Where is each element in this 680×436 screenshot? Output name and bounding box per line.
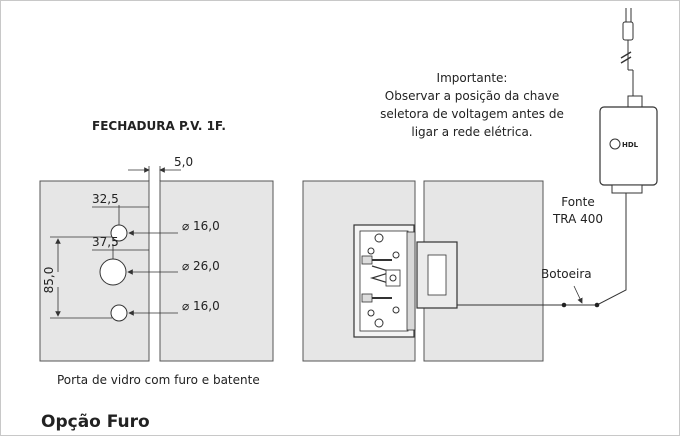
power-cable bbox=[621, 8, 633, 96]
offset-mid-dimension: 37,5 bbox=[92, 235, 119, 249]
drawing-caption: Porta de vidro com furo e batente bbox=[57, 373, 260, 387]
power-supply bbox=[600, 96, 657, 193]
botoeira-leader bbox=[574, 286, 582, 303]
note-line-2: Observar a posição da chave bbox=[384, 89, 560, 103]
hole-mid bbox=[100, 259, 126, 285]
height-dimension: 85,0 bbox=[42, 266, 56, 294]
botoeira-label: Botoeira bbox=[541, 267, 592, 281]
hole-bottom-dimension: ⌀ 16,0 bbox=[182, 299, 220, 313]
hole-bottom bbox=[111, 305, 127, 321]
note-line-1: Importante: bbox=[436, 71, 508, 85]
hole-top-dimension: ⌀ 16,0 bbox=[182, 219, 220, 233]
brand-logo-icon bbox=[610, 139, 620, 149]
wire-node-1 bbox=[562, 303, 567, 308]
fonte-label-2: TRA 400 bbox=[552, 212, 604, 226]
plug-icon bbox=[623, 22, 633, 40]
brand-label: HDL bbox=[622, 141, 639, 149]
strike-keeper bbox=[417, 242, 457, 308]
offset-top-dimension: 32,5 bbox=[92, 192, 119, 206]
glass-door-panel bbox=[40, 181, 149, 361]
wire-node-2 bbox=[595, 303, 600, 308]
note-line-4: ligar a rede elétrica. bbox=[411, 125, 533, 139]
fonte-label-1: Fonte bbox=[561, 195, 595, 209]
drawing-title: FECHADURA P.V. 1F. bbox=[92, 119, 226, 133]
section-title: Opção Furo bbox=[41, 412, 150, 432]
lock-assembly bbox=[354, 225, 415, 337]
gap-dimension: 5,0 bbox=[174, 155, 194, 169]
note-line-3: seletora de voltagem antes de bbox=[380, 107, 564, 121]
hole-mid-dimension: ⌀ 26,0 bbox=[182, 259, 220, 273]
